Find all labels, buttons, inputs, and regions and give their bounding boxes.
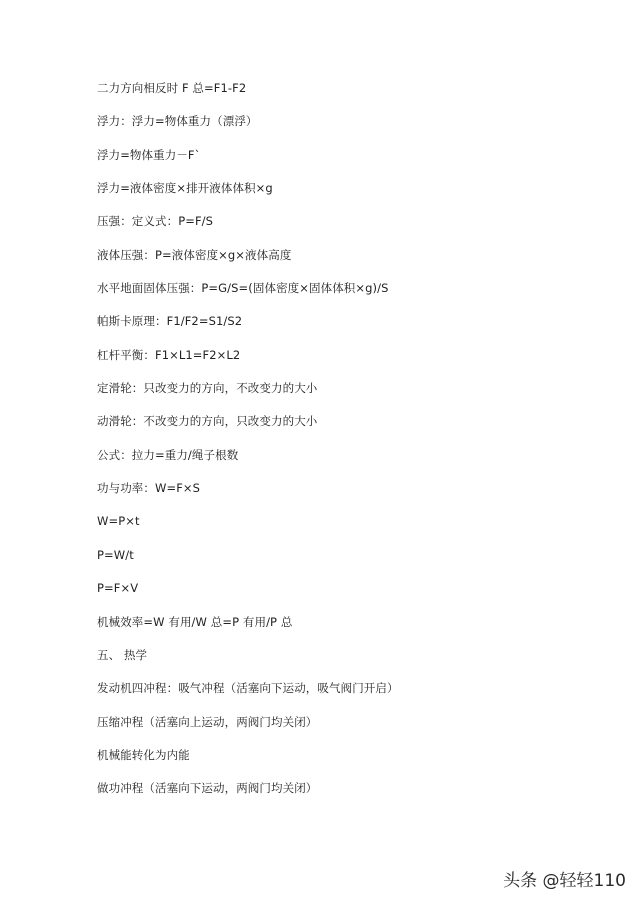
text-line: 机械能转化为内能	[97, 747, 190, 762]
text-line: 液体压强：P=液体密度×g×液体高度	[97, 247, 292, 262]
section-heading: 五、 热学	[97, 647, 148, 662]
watermark: 头条 @轻轻110	[503, 871, 626, 891]
text-line: 浮力：浮力=物体重力（漂浮）	[97, 114, 258, 129]
text-line: 公式：拉力=重力/绳子根数	[97, 447, 239, 462]
text-line: 二力方向相反时 F 总=F1-F2	[97, 81, 247, 95]
text-line: 浮力=液体密度×排开液体体积×g	[97, 181, 273, 196]
text-line: P=W/t	[97, 547, 134, 562]
text-line: 机械效率=W 有用/W 总=P 有用/P 总	[97, 614, 293, 629]
text-line: W=P×t	[97, 514, 140, 529]
text-line: 定滑轮：只改变力的方向，不改变力的大小	[97, 381, 318, 396]
text-line: 压缩冲程（活塞向上运动，两阀门均关闭）	[97, 714, 318, 729]
text-line: 水平地面固体压强：P=G/S=(固体密度×固体体积×g)/S	[97, 281, 389, 296]
text-line: 功与功率：W=F×S	[97, 481, 201, 496]
text-line: 浮力=物体重力－F`	[97, 147, 201, 162]
text-line: 做功冲程（活塞向下运动，两阀门均关闭）	[97, 781, 318, 796]
text-line: P=F×V	[97, 581, 139, 596]
text-line: 杠杆平衡：F1×L1=F2×L2	[97, 347, 241, 362]
text-line: 动滑轮：不改变力的方向，只改变力的大小	[97, 414, 318, 429]
text-line: 压强：定义式：P=F/S	[97, 214, 214, 229]
document-body	[97, 78, 399, 812]
text-line: 发动机四冲程：吸气冲程（活塞向下运动，吸气阀门开启）	[97, 681, 399, 696]
text-line: 帕斯卡原理：F1/F2=S1/S2	[97, 314, 243, 329]
